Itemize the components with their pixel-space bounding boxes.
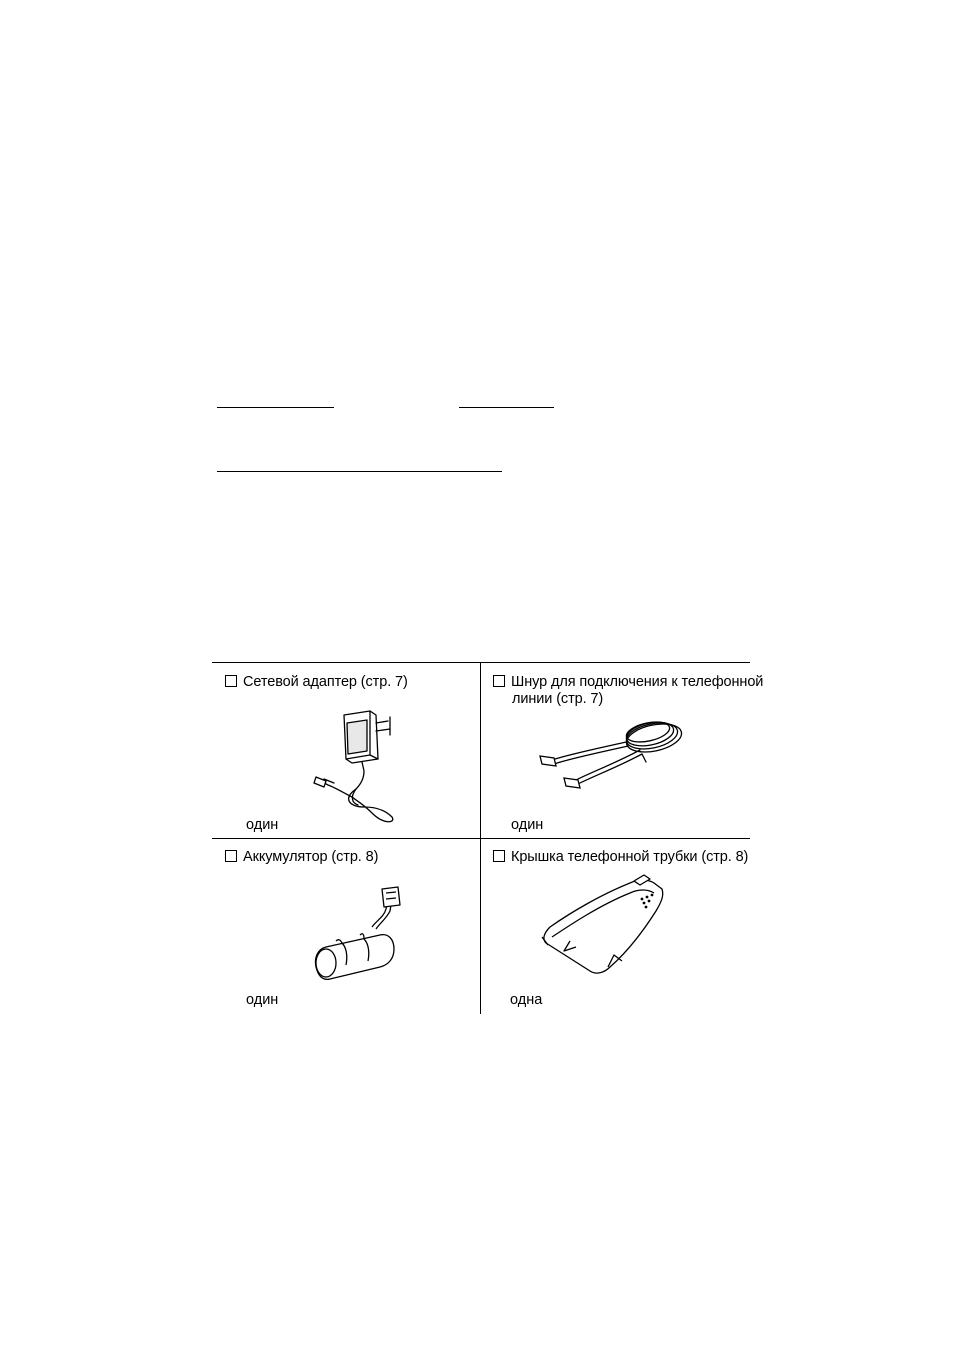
checkbox[interactable] <box>225 675 237 687</box>
telephone-line-cord-icon <box>530 714 700 804</box>
blank-field-line <box>217 407 334 408</box>
blank-field-line <box>459 407 554 408</box>
item-label: Шнур для подключения к телефонной <box>511 674 764 690</box>
battery-pack-icon <box>312 881 422 986</box>
accessory-cell-adapter <box>212 662 480 838</box>
accessory-cell-line-cord <box>480 662 764 838</box>
checkbox[interactable] <box>493 850 505 862</box>
blank-field-line <box>217 471 502 472</box>
item-label: Крышка телефонной трубки (стр. 8) <box>511 849 749 865</box>
item-quantity: одна <box>510 992 543 1008</box>
ac-adapter-icon <box>312 707 412 832</box>
accessory-cell-handset-cover <box>480 838 750 1014</box>
item-quantity: один <box>246 992 279 1008</box>
checkbox[interactable] <box>225 850 237 862</box>
item-label: Сетевой адаптер (стр. 7) <box>243 674 408 690</box>
accessories-table <box>212 662 764 1014</box>
accessory-cell-battery <box>212 838 480 1014</box>
item-label-continued: линии (стр. 7) <box>512 691 604 707</box>
handset-cover-icon <box>530 871 670 981</box>
item-quantity: один <box>511 817 544 833</box>
item-quantity: один <box>246 817 279 833</box>
item-label: Аккумулятор (стр. 8) <box>243 849 379 865</box>
checkbox[interactable] <box>493 675 505 687</box>
